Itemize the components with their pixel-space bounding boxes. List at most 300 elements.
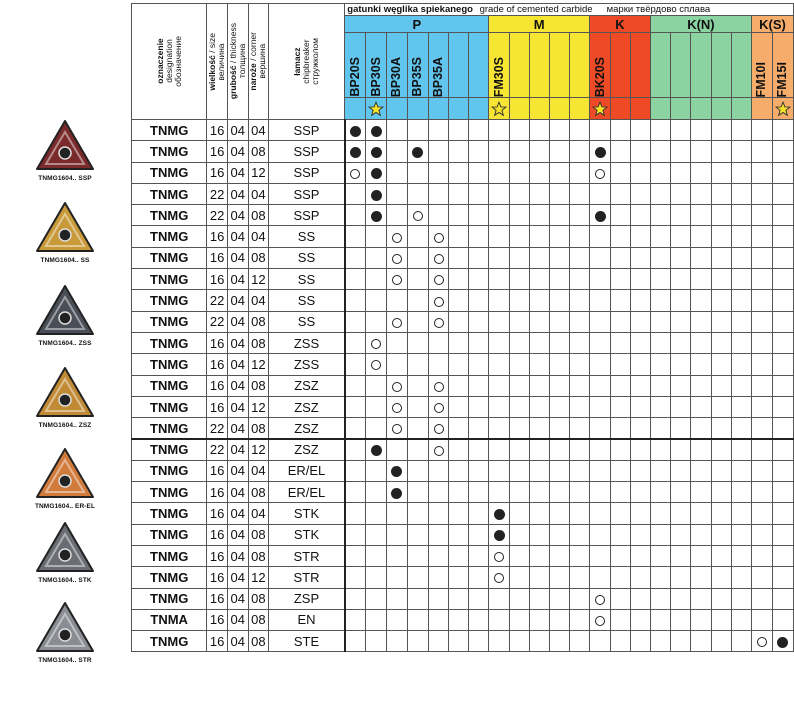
grade-cell bbox=[449, 503, 469, 524]
grade-cell bbox=[752, 162, 773, 183]
grade-cell bbox=[691, 524, 711, 545]
grade-cell bbox=[407, 439, 428, 460]
size-cell bbox=[207, 120, 228, 141]
grade-selection-table bbox=[131, 3, 794, 652]
size-value: 22 bbox=[209, 186, 225, 202]
designation-value: TNMG bbox=[150, 229, 189, 245]
alternative-ring-icon bbox=[434, 275, 444, 285]
grade-cell bbox=[671, 588, 691, 609]
thick-cell bbox=[227, 162, 248, 183]
thickness-header-ru: толщина bbox=[236, 44, 247, 79]
grade-cell bbox=[650, 162, 670, 183]
grade-cell bbox=[650, 524, 670, 545]
table-row bbox=[132, 162, 794, 183]
table-row bbox=[132, 567, 794, 588]
thumbnail-caption: TNMG1604.. SS bbox=[40, 257, 90, 264]
insert-zsz-icon bbox=[34, 365, 96, 419]
size-value: 16 bbox=[209, 271, 225, 287]
grade-cell bbox=[590, 503, 611, 524]
grade-cell bbox=[387, 545, 408, 566]
grade-cell bbox=[711, 524, 731, 545]
grade-cell bbox=[407, 396, 428, 417]
recommended-dot-icon bbox=[391, 488, 402, 499]
grade-cell bbox=[345, 460, 366, 481]
grade-cell bbox=[570, 120, 590, 141]
grade-cell bbox=[366, 503, 387, 524]
recommended-dot-icon bbox=[595, 211, 606, 222]
grade-cell bbox=[449, 396, 469, 417]
grade-cell bbox=[650, 503, 670, 524]
alternative-ring-icon bbox=[392, 403, 402, 413]
grade-cell bbox=[387, 183, 408, 204]
chipbreaker-cell bbox=[269, 120, 345, 141]
star-cell bbox=[570, 98, 590, 120]
chipbreaker-value: SS bbox=[297, 229, 316, 245]
grade-cell bbox=[711, 567, 731, 588]
chipbreaker-header-en: chipbreaker bbox=[301, 39, 312, 84]
corner-value: 04 bbox=[251, 293, 266, 309]
thick-value: 04 bbox=[230, 442, 245, 458]
designation-cell bbox=[132, 609, 207, 630]
grade-cell bbox=[650, 609, 670, 630]
grade-cell bbox=[428, 269, 449, 290]
thick-value: 04 bbox=[230, 378, 245, 394]
grade-bp30s bbox=[366, 33, 387, 98]
grade-cell bbox=[387, 439, 408, 460]
corner-cell bbox=[248, 141, 269, 162]
grade-cell bbox=[772, 439, 793, 460]
designation-header-ru: обозначение bbox=[172, 36, 183, 87]
grade-cell bbox=[407, 205, 428, 226]
grade-cell bbox=[428, 418, 449, 439]
star-cell bbox=[407, 98, 428, 120]
size-value: 16 bbox=[209, 165, 225, 181]
size-header bbox=[207, 4, 228, 120]
grade-cell bbox=[611, 567, 631, 588]
grade-cell bbox=[469, 503, 489, 524]
grade-cell bbox=[407, 482, 428, 503]
grade-empty bbox=[469, 33, 489, 98]
grade-cell bbox=[550, 162, 570, 183]
grade-cell bbox=[345, 567, 366, 588]
grade-cell bbox=[387, 226, 408, 247]
size-value: 16 bbox=[209, 527, 225, 543]
size-cell bbox=[207, 609, 228, 630]
grade-cell bbox=[387, 503, 408, 524]
recommended-dot-icon bbox=[350, 126, 361, 137]
size-cell bbox=[207, 226, 228, 247]
grade-cell bbox=[731, 354, 751, 375]
star-cell bbox=[428, 98, 449, 120]
grade-cell bbox=[650, 631, 670, 652]
size-value: 16 bbox=[209, 505, 225, 521]
size-cell bbox=[207, 375, 228, 396]
grade-cell bbox=[550, 375, 570, 396]
grade-cell bbox=[590, 588, 611, 609]
thick-cell bbox=[227, 631, 248, 652]
table-row bbox=[132, 141, 794, 162]
size-cell bbox=[207, 524, 228, 545]
group-label: K(N) bbox=[687, 16, 715, 32]
grade-cell bbox=[711, 588, 731, 609]
size-cell bbox=[207, 290, 228, 311]
grade-cell bbox=[510, 141, 530, 162]
star-cell bbox=[691, 98, 711, 120]
chipbreaker-cell bbox=[269, 524, 345, 545]
grade-cell bbox=[691, 460, 711, 481]
grade-cell bbox=[345, 311, 366, 332]
thick-cell bbox=[227, 482, 248, 503]
grade-cell bbox=[650, 396, 670, 417]
grade-cell bbox=[550, 545, 570, 566]
grade-cell bbox=[510, 205, 530, 226]
grade-cell bbox=[428, 141, 449, 162]
designation-cell bbox=[132, 460, 207, 481]
designation-value: TNMG bbox=[150, 143, 189, 159]
grade-empty bbox=[671, 33, 691, 98]
grade-cell bbox=[530, 332, 550, 353]
grade-cell bbox=[510, 460, 530, 481]
corner-value: 08 bbox=[251, 314, 266, 330]
grade-cell bbox=[449, 524, 469, 545]
grade-cell bbox=[731, 162, 751, 183]
designation-value: TNMG bbox=[150, 505, 189, 521]
grade-cell bbox=[449, 460, 469, 481]
thumbnail-caption: TNMG1604.. STR bbox=[38, 657, 92, 664]
grade-cell bbox=[752, 460, 773, 481]
grade-bp20s bbox=[345, 33, 366, 98]
grade-cell bbox=[570, 567, 590, 588]
grade-cell bbox=[630, 545, 650, 566]
thick-value: 04 bbox=[230, 591, 245, 607]
designation-cell bbox=[132, 162, 207, 183]
designation-cell bbox=[132, 396, 207, 417]
grade-cell bbox=[469, 332, 489, 353]
grade-empty bbox=[731, 33, 751, 98]
chipbreaker-cell bbox=[269, 609, 345, 630]
grade-empty bbox=[611, 33, 631, 98]
table-row bbox=[132, 311, 794, 332]
table-row bbox=[132, 503, 794, 524]
size-value: 16 bbox=[209, 335, 225, 351]
grade-cell bbox=[449, 269, 469, 290]
grade-empty bbox=[510, 33, 530, 98]
grade-cell bbox=[630, 332, 650, 353]
thick-value: 04 bbox=[230, 122, 245, 138]
group-label: P bbox=[412, 16, 422, 32]
grade-cell bbox=[407, 332, 428, 353]
grade-cell bbox=[510, 332, 530, 353]
grade-cell bbox=[671, 439, 691, 460]
grade-cell bbox=[590, 247, 611, 268]
grade-cell bbox=[630, 631, 650, 652]
corner-cell bbox=[248, 205, 269, 226]
grade-bp35s bbox=[407, 33, 428, 98]
thumbnail-caption: TNMG1604.. STK bbox=[38, 577, 92, 584]
grade-cell bbox=[428, 609, 449, 630]
grade-cell bbox=[428, 460, 449, 481]
designation-value: TNMA bbox=[150, 612, 188, 628]
grade-cell bbox=[630, 524, 650, 545]
chipbreaker-cell bbox=[269, 183, 345, 204]
star-cell bbox=[469, 98, 489, 120]
grade-cell bbox=[691, 418, 711, 439]
grade-cell bbox=[407, 545, 428, 566]
grade-cell bbox=[711, 396, 731, 417]
grade-cell bbox=[530, 120, 550, 141]
corner-header-ru: вершина bbox=[257, 44, 268, 79]
corner-value: 12 bbox=[251, 442, 266, 458]
grade-cell bbox=[590, 482, 611, 503]
chipbreaker-value: STK bbox=[293, 505, 320, 521]
size-cell bbox=[207, 311, 228, 332]
alternative-ring-icon bbox=[595, 616, 605, 626]
grade-cell bbox=[530, 631, 550, 652]
grade-cell bbox=[650, 354, 670, 375]
grade-cell bbox=[550, 439, 570, 460]
grade-cell bbox=[671, 354, 691, 375]
grade-label: BP20S bbox=[347, 57, 362, 97]
recommended-star-icon bbox=[491, 101, 507, 117]
grade-cell bbox=[387, 162, 408, 183]
grade-cell bbox=[469, 354, 489, 375]
grade-cell bbox=[772, 588, 793, 609]
grade-cell bbox=[530, 354, 550, 375]
chipbreaker-value: SSP bbox=[293, 165, 320, 181]
alternative-ring-icon bbox=[434, 254, 444, 264]
grade-cell bbox=[407, 290, 428, 311]
grade-cell bbox=[611, 205, 631, 226]
grade-cell bbox=[691, 247, 711, 268]
thumbnail-caption: TNMG1604.. ER-EL bbox=[34, 503, 96, 510]
grade-cell bbox=[650, 205, 670, 226]
grade-label: FM30S bbox=[491, 56, 506, 97]
star-cell bbox=[489, 98, 510, 120]
grade-cell bbox=[366, 332, 387, 353]
grade-cell bbox=[611, 354, 631, 375]
grade-cell bbox=[671, 332, 691, 353]
star-cell bbox=[510, 98, 530, 120]
designation-value: TNMG bbox=[150, 420, 189, 436]
grade-cell bbox=[387, 269, 408, 290]
alternative-ring-icon bbox=[434, 318, 444, 328]
chipbreaker-value: ZSZ bbox=[294, 442, 319, 458]
chipbreaker-value: EN bbox=[297, 612, 316, 628]
size-value: 16 bbox=[209, 399, 225, 415]
grade-cell bbox=[469, 567, 489, 588]
grade-cell bbox=[650, 290, 670, 311]
grade-cell bbox=[449, 482, 469, 503]
grade-cell bbox=[650, 269, 670, 290]
designation-cell bbox=[132, 354, 207, 375]
grade-cell bbox=[345, 247, 366, 268]
grade-cell bbox=[345, 141, 366, 162]
star-cell bbox=[387, 98, 408, 120]
size-cell bbox=[207, 141, 228, 162]
grade-cell bbox=[691, 545, 711, 566]
grade-cell bbox=[407, 269, 428, 290]
grade-cell bbox=[387, 354, 408, 375]
thick-value: 04 bbox=[230, 335, 245, 351]
grade-cell bbox=[407, 567, 428, 588]
size-header-pl: wielkość bbox=[207, 54, 218, 91]
insert-zss-icon bbox=[34, 283, 96, 337]
grade-cell bbox=[345, 269, 366, 290]
designation-cell bbox=[132, 311, 207, 332]
grade-cell bbox=[366, 609, 387, 630]
corner-cell bbox=[248, 503, 269, 524]
grade-cell bbox=[510, 545, 530, 566]
grade-cell bbox=[671, 418, 691, 439]
grade-cell bbox=[590, 205, 611, 226]
grade-cell bbox=[752, 503, 773, 524]
insert-thumbnail bbox=[30, 520, 100, 584]
grade-cell bbox=[428, 311, 449, 332]
grade-cell bbox=[407, 354, 428, 375]
grade-cell bbox=[407, 631, 428, 652]
grade-cell bbox=[691, 503, 711, 524]
grade-cell bbox=[449, 205, 469, 226]
grade-cell bbox=[530, 269, 550, 290]
grade-cell bbox=[711, 545, 731, 566]
grade-cell bbox=[469, 375, 489, 396]
grade-cell bbox=[345, 439, 366, 460]
designation-value: TNMG bbox=[150, 378, 189, 394]
grade-cell bbox=[671, 631, 691, 652]
chipbreaker-cell bbox=[269, 503, 345, 524]
grade-cell bbox=[510, 482, 530, 503]
grade-cell bbox=[772, 290, 793, 311]
grade-cell bbox=[489, 396, 510, 417]
recommended-dot-icon bbox=[371, 190, 382, 201]
size-value: 16 bbox=[209, 463, 225, 479]
grade-cell bbox=[611, 375, 631, 396]
grade-cell bbox=[772, 396, 793, 417]
grade-cell bbox=[711, 332, 731, 353]
chipbreaker-value: ER/EL bbox=[287, 463, 326, 479]
grade-cell bbox=[752, 141, 773, 162]
grade-cell bbox=[611, 545, 631, 566]
table-row bbox=[132, 631, 794, 652]
grade-cell bbox=[590, 609, 611, 630]
corner-cell bbox=[248, 631, 269, 652]
grade-cell bbox=[366, 120, 387, 141]
grade-empty bbox=[630, 33, 650, 98]
chipbreaker-value: SSP bbox=[293, 207, 320, 223]
grade-cell bbox=[752, 247, 773, 268]
grade-cell bbox=[691, 609, 711, 630]
grade-cell bbox=[671, 226, 691, 247]
grade-cell bbox=[752, 311, 773, 332]
grade-cell bbox=[570, 354, 590, 375]
thick-cell bbox=[227, 460, 248, 481]
grade-cell bbox=[570, 588, 590, 609]
chipbreaker-value: SS bbox=[297, 250, 316, 266]
grade-cell bbox=[570, 460, 590, 481]
corner-value: 12 bbox=[251, 165, 266, 181]
grade-cell bbox=[469, 396, 489, 417]
grade-cell bbox=[449, 567, 469, 588]
corner-cell bbox=[248, 524, 269, 545]
grade-cell bbox=[387, 332, 408, 353]
grade-cell bbox=[590, 332, 611, 353]
grade-cell bbox=[469, 524, 489, 545]
grade-cell bbox=[387, 609, 408, 630]
alternative-ring-icon bbox=[371, 339, 381, 349]
grade-cell bbox=[611, 396, 631, 417]
corner-cell bbox=[248, 482, 269, 503]
grade-cell bbox=[530, 503, 550, 524]
grade-cell bbox=[671, 460, 691, 481]
chipbreaker-cell bbox=[269, 269, 345, 290]
grade-cell bbox=[366, 269, 387, 290]
alternative-ring-icon bbox=[494, 573, 504, 583]
size-value: 16 bbox=[209, 229, 225, 245]
grade-cell bbox=[611, 247, 631, 268]
table-row bbox=[132, 418, 794, 439]
grade-cell bbox=[630, 247, 650, 268]
insert-thumbnails bbox=[0, 0, 130, 701]
chipbreaker-cell bbox=[269, 545, 345, 566]
grade-cell bbox=[550, 183, 570, 204]
star-cell bbox=[449, 98, 469, 120]
grade-cell bbox=[366, 524, 387, 545]
grade-cell bbox=[366, 418, 387, 439]
grade-cell bbox=[366, 545, 387, 566]
grade-cell bbox=[550, 247, 570, 268]
grade-cell bbox=[510, 290, 530, 311]
grade-cell bbox=[691, 226, 711, 247]
grade-label: BP35S bbox=[410, 57, 425, 97]
recommended-dot-icon bbox=[494, 509, 505, 520]
grade-cell bbox=[630, 183, 650, 204]
grade-cell bbox=[711, 460, 731, 481]
grade-cell bbox=[387, 205, 408, 226]
thick-value: 04 bbox=[230, 463, 245, 479]
thick-value: 04 bbox=[230, 143, 245, 159]
thick-cell bbox=[227, 247, 248, 268]
chipbreaker-value: ZSZ bbox=[294, 420, 319, 436]
grade-cell bbox=[530, 545, 550, 566]
insert-thumbnail bbox=[30, 446, 100, 510]
grade-cell bbox=[428, 290, 449, 311]
corner-value: 08 bbox=[251, 378, 266, 394]
grade-cell bbox=[530, 396, 550, 417]
grade-cell bbox=[650, 418, 670, 439]
thick-cell bbox=[227, 311, 248, 332]
grade-cell bbox=[489, 482, 510, 503]
designation-value: TNMG bbox=[150, 271, 189, 287]
corner-value: 08 bbox=[251, 612, 266, 628]
grade-cell bbox=[530, 183, 550, 204]
grade-cell bbox=[366, 205, 387, 226]
grade-cell bbox=[510, 120, 530, 141]
group-m bbox=[489, 16, 590, 33]
grade-cell bbox=[449, 120, 469, 141]
grade-cell bbox=[407, 141, 428, 162]
alternative-ring-icon bbox=[392, 275, 402, 285]
designation-value: TNMG bbox=[150, 569, 189, 585]
grade-cell bbox=[731, 375, 751, 396]
corner-value: 08 bbox=[251, 207, 266, 223]
grade-cell bbox=[449, 354, 469, 375]
grade-cell bbox=[550, 482, 570, 503]
star-cell bbox=[550, 98, 570, 120]
insert-ssp-icon bbox=[34, 118, 96, 172]
grade-empty bbox=[550, 33, 570, 98]
insert-thumbnail bbox=[30, 283, 100, 347]
grade-cell bbox=[611, 162, 631, 183]
